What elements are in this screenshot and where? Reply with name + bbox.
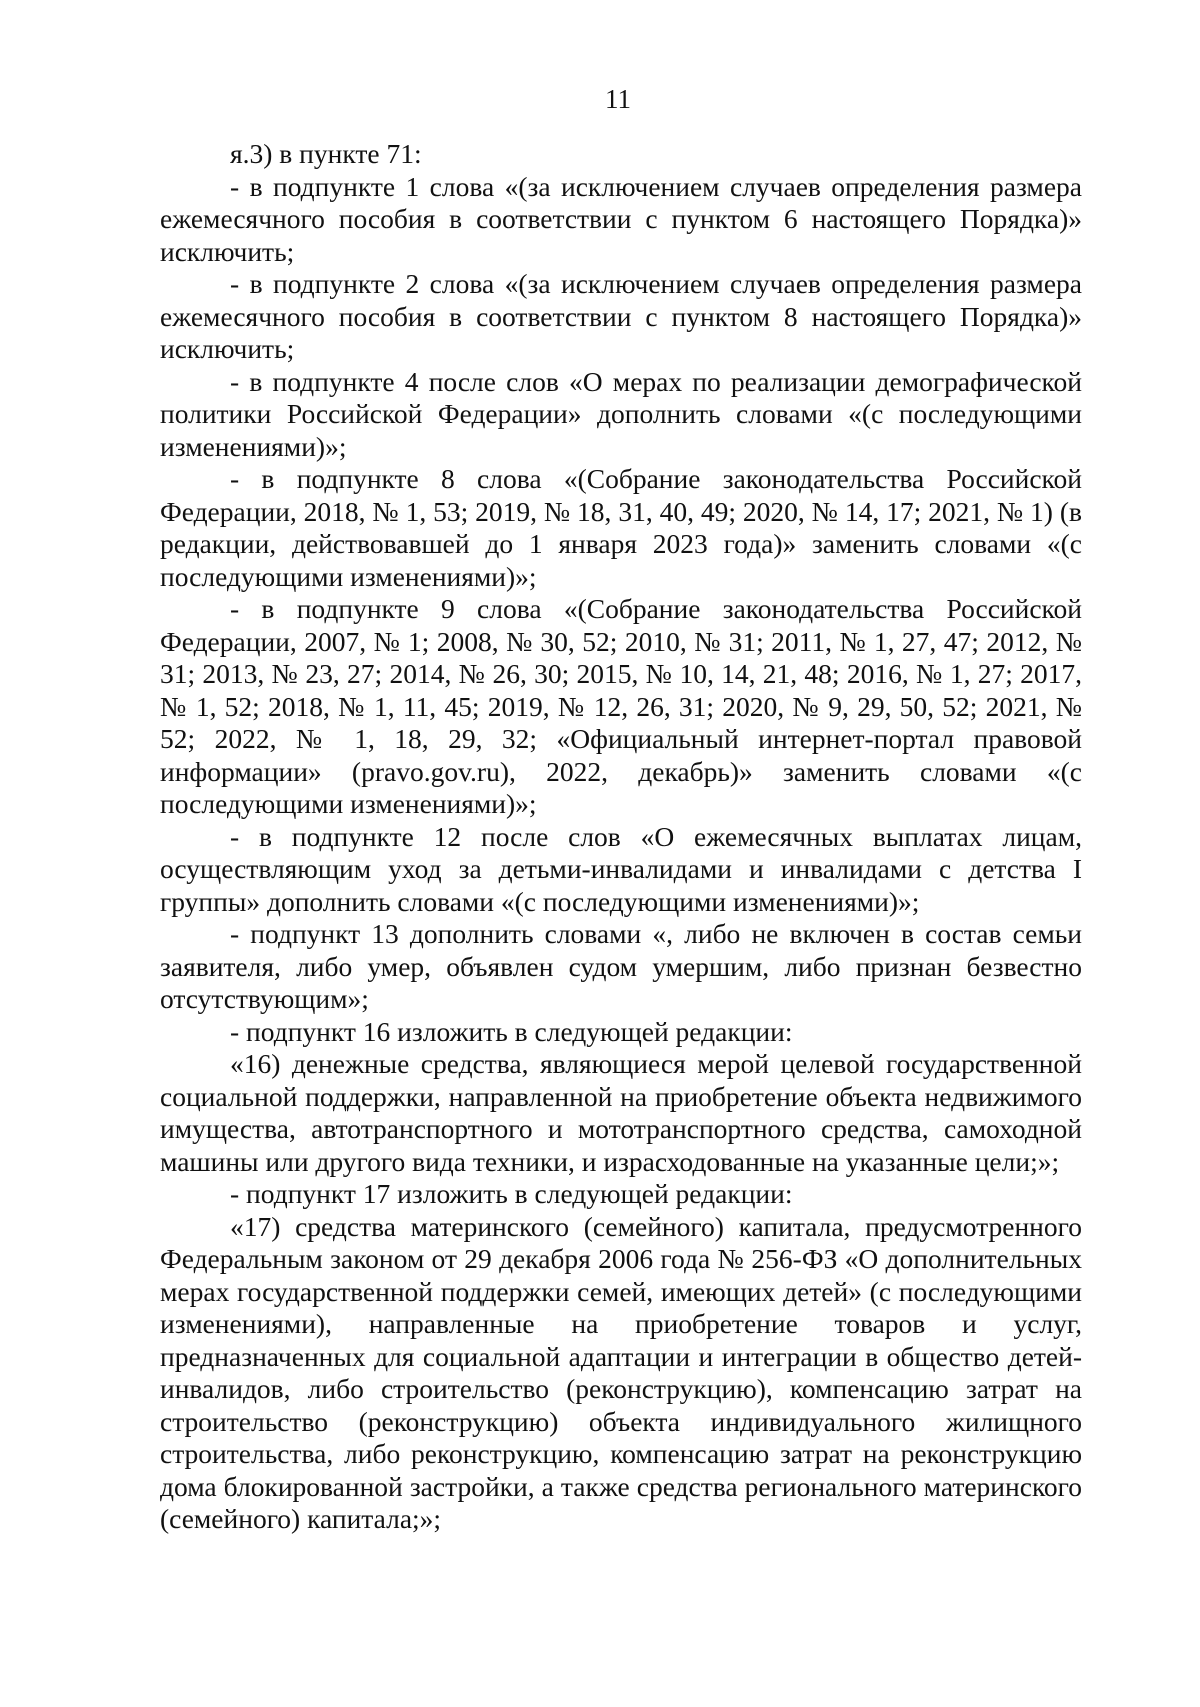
paragraph-subpoint-13: - подпункт 13 дополнить словами «, либо не включен в состав семьи заявителя, либо умер, объявлен судом умершим, либо признан безвестно отсутствующим»; (160, 918, 1082, 1014)
paragraph-subpoint-16-intro: - подпункт 16 изложить в следующей редакции: (230, 1015, 793, 1047)
paragraph-subpoint-1: - в подпункте 1 слова «(за исключением случаев определения размера ежемесячного пособия в соответствии с пунктом 6 настоящего Порядка)» исключить; (160, 170, 1082, 267)
paragraph-subpoint-12: - в подпункте 12 после слов «О ежемесячных выплатах лицам, осуществляющим уход за детьми-инвалидами и инвалидами с детства I группы» дополнить словами «(с последующими изменениями)»; (160, 820, 1082, 917)
paragraph-subpoint-8: - в подпункте 8 слова «(Собрание законодательства Российской Федерации, 2018, № 1, 53; 2019, № 18, 31, 40, 49; 2020, № 14, 17; 2021, № 1) (в редакции, действовавшей до 1 января 2023 года)» заменить словами «(с последующими изменениями)»; (160, 463, 1082, 592)
paragraph-item-intro: я.3) в пункте 71: (230, 138, 422, 169)
paragraph-subpoint-9: - в подпункте 9 слова «(Собрание законодательства Российской Федерации, 2007, № 1; 2008, № 30, 52; 2010, № 31; 2011, № 1, 27, 47; 2012, № 31; 2013, № 23, 27; 2014, № 26, 30; 2015, № 10, 14, 21, 48; 2016, № 1, 27; 2017, № 1, 52; 2018, № 1, 11, 45; 2019, № 12, 26, 31; 2020, № 9, 29, 50, 52; 2021, № 52; 2022, № 1, 18, 29, 32; «Официальный интернет-портал правовой информации» (pravo.gov.ru), 2022, декабрь)» заменить словами «(с последующими изменениями)»; (160, 593, 1082, 819)
paragraph-subpoint-4: - в подпункте 4 после слов «О мерах по реализации демографической политики Российской Федерации» дополнить словами «(с последующими изменениями)»; (160, 365, 1082, 462)
document-body (160, 138, 1082, 1536)
paragraph-subpoint-2: - в подпункте 2 слова «(за исключением случаев определения размера ежемесячного пособия в соответствии с пунктом 8 настоящего Порядка)» исключить; (160, 268, 1082, 364)
page-number: 11 (605, 84, 631, 114)
paragraph-subpoint-16-text: «16) денежные средства, являющиеся мерой целевой государственной социальной поддержки, направленной на приобретение объекта недвижимого имущества, автотранспортного и мототранспортного средства, самоходной машины или другого вида техники, и израсходованные на указанные цели;»; (160, 1048, 1082, 1177)
paragraph-subpoint-17-intro: - подпункт 17 изложить в следующей редакции: (230, 1178, 793, 1209)
paragraph-subpoint-17-text: «17) средства материнского (семейного) капитала, предусмотренного Федеральным законом от 29 декабря 2006 года № 256-ФЗ «О дополнительных мерах государственной поддержки семей, имеющих детей» (с последующими изменениями), направленные на приобретение товаров и услуг, предназначенных для социальной адаптации и интеграции в общество детей-инвалидов, либо строительство (реконструкцию), компенсацию затрат на строительство (реконструкцию) объекта индивидуального жилищного строительства, либо реконструкцию, компенсацию затрат на реконструкцию дома блокированной застройки, а также средства регионального материнского (семейного) капитала;»; (160, 1210, 1082, 1534)
